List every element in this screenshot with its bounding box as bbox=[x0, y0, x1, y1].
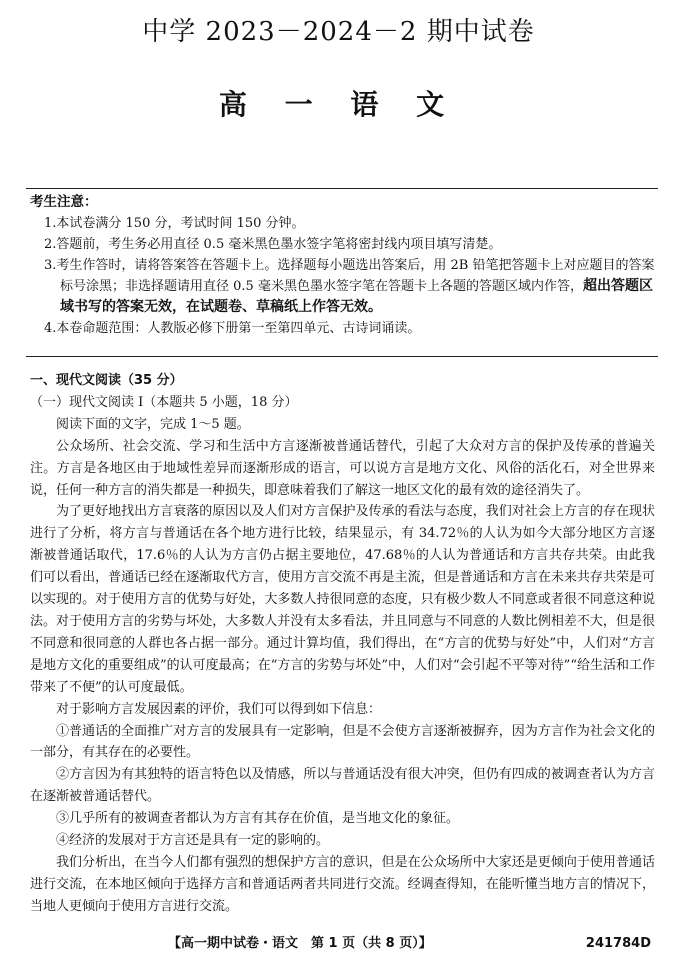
paragraph-1: 公众场所、社会交流、学习和生活中方言逐渐被普通话替代，引起了大众对方言的保护及传承的普遍关注。方言是各地区由于地域性差异而逐渐形成的语言，可以说方言是地方文化、风俗的活化石，对全世界来说，任何一种方言的消失都是一种损失，即意味着我们了解这一地区文化的最有效的途径消失了。 bbox=[30, 438, 655, 498]
notice-item-2: 2.答题前，考生务必用直径 0.5 毫米黑色墨水签字笔将密封线内项目填写清楚。 bbox=[44, 237, 502, 252]
instruction: 阅读下面的文字，完成 1～5 题。 bbox=[56, 416, 250, 432]
footer-code: 241784D bbox=[585, 936, 651, 951]
notice-item-4: 4.本卷命题范围：人教版必修下册第一至第四单元、古诗词诵读。 bbox=[44, 321, 421, 336]
closing-paragraph: 我们分析出，在当今人们都有强烈的想保护方言的意识，但是在公众场所中大家还是更倾向于使用普通话进行交流，在本地区倾向于选择方言和普通话两者共同进行交流。经调查得知，在能听懂当地方言的情况下，当地人更倾向于使用方言进行交流。 bbox=[30, 854, 655, 914]
exam-title: 中学 2023－2024－2 期中试卷 bbox=[142, 17, 535, 47]
notice-heading: 考生注意： bbox=[30, 194, 98, 210]
notice-item-3-emphasis: 超出答题区域书写的答案无效，在试题卷、草稿纸上作答无效。 bbox=[60, 278, 653, 315]
section-heading: 一、现代文阅读（35 分） bbox=[30, 373, 183, 388]
sub-heading: （一）现代文阅读 Ⅰ（本题共 5 小题，18 分） bbox=[30, 394, 298, 410]
list-item-2: ②方言因为有其独特的语言特色以及情感，所以与普通话没有很大冲突，但仍有四成的被调查者认为方言在逐渐被普通话替代。 bbox=[30, 767, 655, 805]
notice-item-3-text: 3.考生作答时，请将答案答在答题卡上。选择题每小题选出答案后，用 2B 铅笔把答题卡上对应题目的答案标号涂黑；非选择题请用直径 0.5 毫米黑色墨水签字笔在答题卡上各题的答题区域内作答， bbox=[44, 258, 655, 294]
paragraph-2: 为了更好地找出方言衰落的原因以及人们对方言保护及传承的看法与态度，我们对社会上方言的存在现状进行了分析，将方言与普通话在各个地方进行比较，结果显示，有 34.72％的人认为如今大部分地区方言逐渐被普通话取代，17.6％的人认为方言仍占据主要地位，47.68％的人认为普通话和方言共存共荣。由此我们可以看出，普通话已经在逐渐取代方言，使用方言交流不再是主流，但是普通话和方言在未来共存共荣是可以实现的。对于使用方言的优势与好处，大多数人持很同意的态度，只有极少数人不同意或者很不同意这种说法。对于使用方言的劣势与坏处，大多数人并没有太多看法，并且同意与不同意的人数比例相差不大，但是很不同意和很同意的人群也各占据一部分。通过计算均值，我们得出，在“方言的优势与好处”中，人们对“方言是地方文化的重要组成”的认可度最高；在“方言的劣势与坏处”中，人们对“会引起不平等对待”“给生活和工作带来了不便”的认可度最低。 bbox=[30, 504, 655, 695]
top-divider bbox=[26, 188, 658, 189]
subject-title: 高 一 语 文 bbox=[218, 88, 459, 121]
notice-box bbox=[30, 192, 655, 339]
list-item-1: ①普通话的全面推广对方言的发展具有一定影响，但是不会使方言逐渐被摒弃，因为方言作为社会文化的一部分，有其存在的必要性。 bbox=[30, 723, 655, 761]
list-item-4: ④经济的发展对于方言还是具有一定的影响的。 bbox=[56, 833, 330, 849]
bottom-divider bbox=[26, 356, 658, 357]
reading-section bbox=[30, 370, 655, 918]
notice-item-1: 1.本试卷满分 150 分，考试时间 150 分钟。 bbox=[44, 216, 305, 231]
list-intro: 对于影响方言发展因素的评价，我们可以得到如下信息： bbox=[56, 701, 382, 717]
notice-item-3 bbox=[30, 255, 655, 318]
list-item-3: ③几乎所有的被调查者都认为方言有其存在价值，是当地文化的象征。 bbox=[56, 811, 460, 827]
footer-page-info: 【高一期中试卷・语文 第 1 页（共 8 页）】 bbox=[168, 936, 432, 951]
